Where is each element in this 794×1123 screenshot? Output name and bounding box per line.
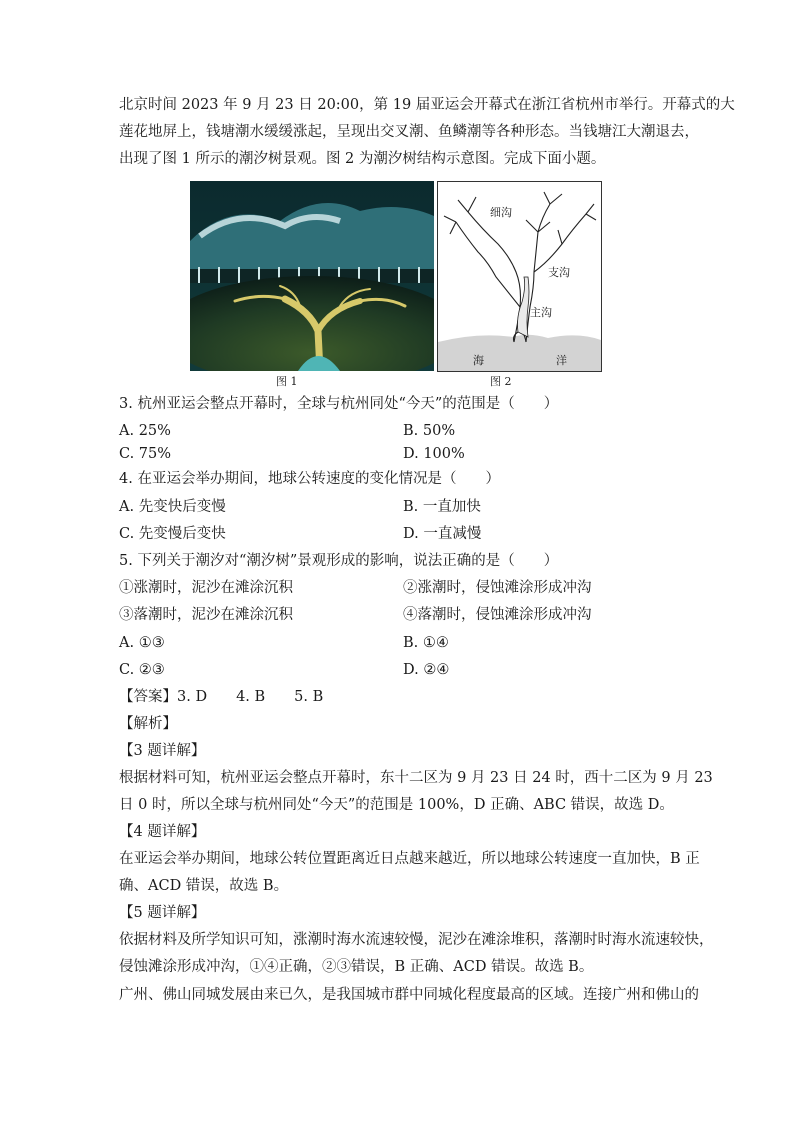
figure-1-tidal-tree-photo: [190, 181, 434, 371]
q4-option-a: A. 先变快后变慢: [119, 499, 226, 515]
q4-option-b: B. 一直加快: [403, 499, 481, 515]
detail-4-heading: 【4 题详解】: [119, 824, 206, 840]
question-3-stem: 3. 杭州亚运会整点开幕时，全球与杭州同处“今天”的范围是（ ）: [119, 396, 559, 412]
q3-option-a: A. 25%: [119, 423, 171, 439]
detail-5-heading: 【5 题详解】: [119, 905, 206, 921]
label-sea: 海: [473, 354, 484, 367]
detail-4-line-1: 在亚运会举办期间，地球公转位置距离近日点越来越近，所以地球公转速度一直加快，B 正: [119, 851, 700, 867]
q5-option-a: A. ①③: [119, 635, 165, 651]
intro-line-3: 出现了图 1 所示的潮汐树景观。图 2 为潮汐树结构示意图。完成下面小题。: [119, 151, 606, 167]
q3-option-d: D. 100%: [403, 446, 465, 462]
detail-3-heading: 【3 题详解】: [119, 743, 206, 759]
q5-statement-3: ③落潮时，泥沙在滩涂沉积: [119, 607, 293, 623]
label-branch-gully: 支沟: [548, 266, 570, 279]
intro-line-1: 北京时间 2023 年 9 月 23 日 20:00，第 19 届亚运会开幕式在浙江省杭州市举行。开幕式的大: [119, 97, 735, 113]
figure-2-structure-diagram: [437, 181, 602, 372]
next-passage-line: 广州、佛山同城发展由来已久，是我国城市群中同城化程度最高的区域。连接广州和佛山的: [119, 987, 699, 1003]
detail-4-line-2: 确、ACD 错误，故选 B。: [119, 878, 289, 894]
q4-option-c: C. 先变慢后变快: [119, 526, 226, 542]
intro-line-2: 莲花地屏上，钱塘潮水缓缓涨起，呈现出交叉潮、鱼鳞潮等各种形态。当钱塘江大潮退去，: [119, 124, 699, 140]
detail-5-line-2: 侵蚀滩涂形成冲沟，①④正确，②③错误，B 正确、ACD 错误。故选 B。: [119, 959, 594, 975]
figure-1-caption: 图 1: [276, 375, 298, 388]
detail-3-line-1: 根据材料可知，杭州亚运会整点开幕时，东十二区为 9 月 23 日 24 时，西十二区为 9 月 23: [119, 770, 713, 786]
q5-option-d: D. ②④: [403, 662, 450, 678]
detail-5-line-1: 依据材料及所学知识可知，涨潮时海水流速较慢，泥沙在滩涂堆积，落潮时时海水流速较快，: [119, 932, 714, 948]
q3-option-b: B. 50%: [403, 423, 456, 439]
figure-2-caption: 图 2: [490, 375, 512, 388]
q3-option-c: C. 75%: [119, 446, 172, 462]
q5-statement-2: ②涨潮时，侵蚀滩涂形成冲沟: [403, 580, 592, 596]
q5-option-c: C. ②③: [119, 662, 165, 678]
label-ocean: 洋: [556, 354, 567, 367]
q5-statement-1: ①涨潮时，泥沙在滩涂沉积: [119, 580, 293, 596]
q4-option-d: D. 一直减慢: [403, 526, 482, 542]
question-5-stem: 5. 下列关于潮汐对“潮汐树”景观形成的影响，说法正确的是（ ）: [119, 553, 559, 569]
analysis-heading: 【解析】: [119, 716, 177, 732]
detail-3-line-2: 日 0 时，所以全球与杭州同处“今天”的范围是 100%，D 正确、ABC 错误，故选 D。: [119, 797, 674, 813]
q5-option-b: B. ①④: [403, 635, 449, 651]
answer-line: 【答案】3. D 4. B 5. B: [119, 689, 324, 705]
q5-statement-4: ④落潮时，侵蚀滩涂形成冲沟: [403, 607, 592, 623]
question-4-stem: 4. 在亚运会举办期间，地球公转速度的变化情况是（ ）: [119, 471, 500, 487]
label-fine-gully: 细沟: [490, 206, 512, 219]
label-main-gully: 主沟: [530, 306, 552, 319]
